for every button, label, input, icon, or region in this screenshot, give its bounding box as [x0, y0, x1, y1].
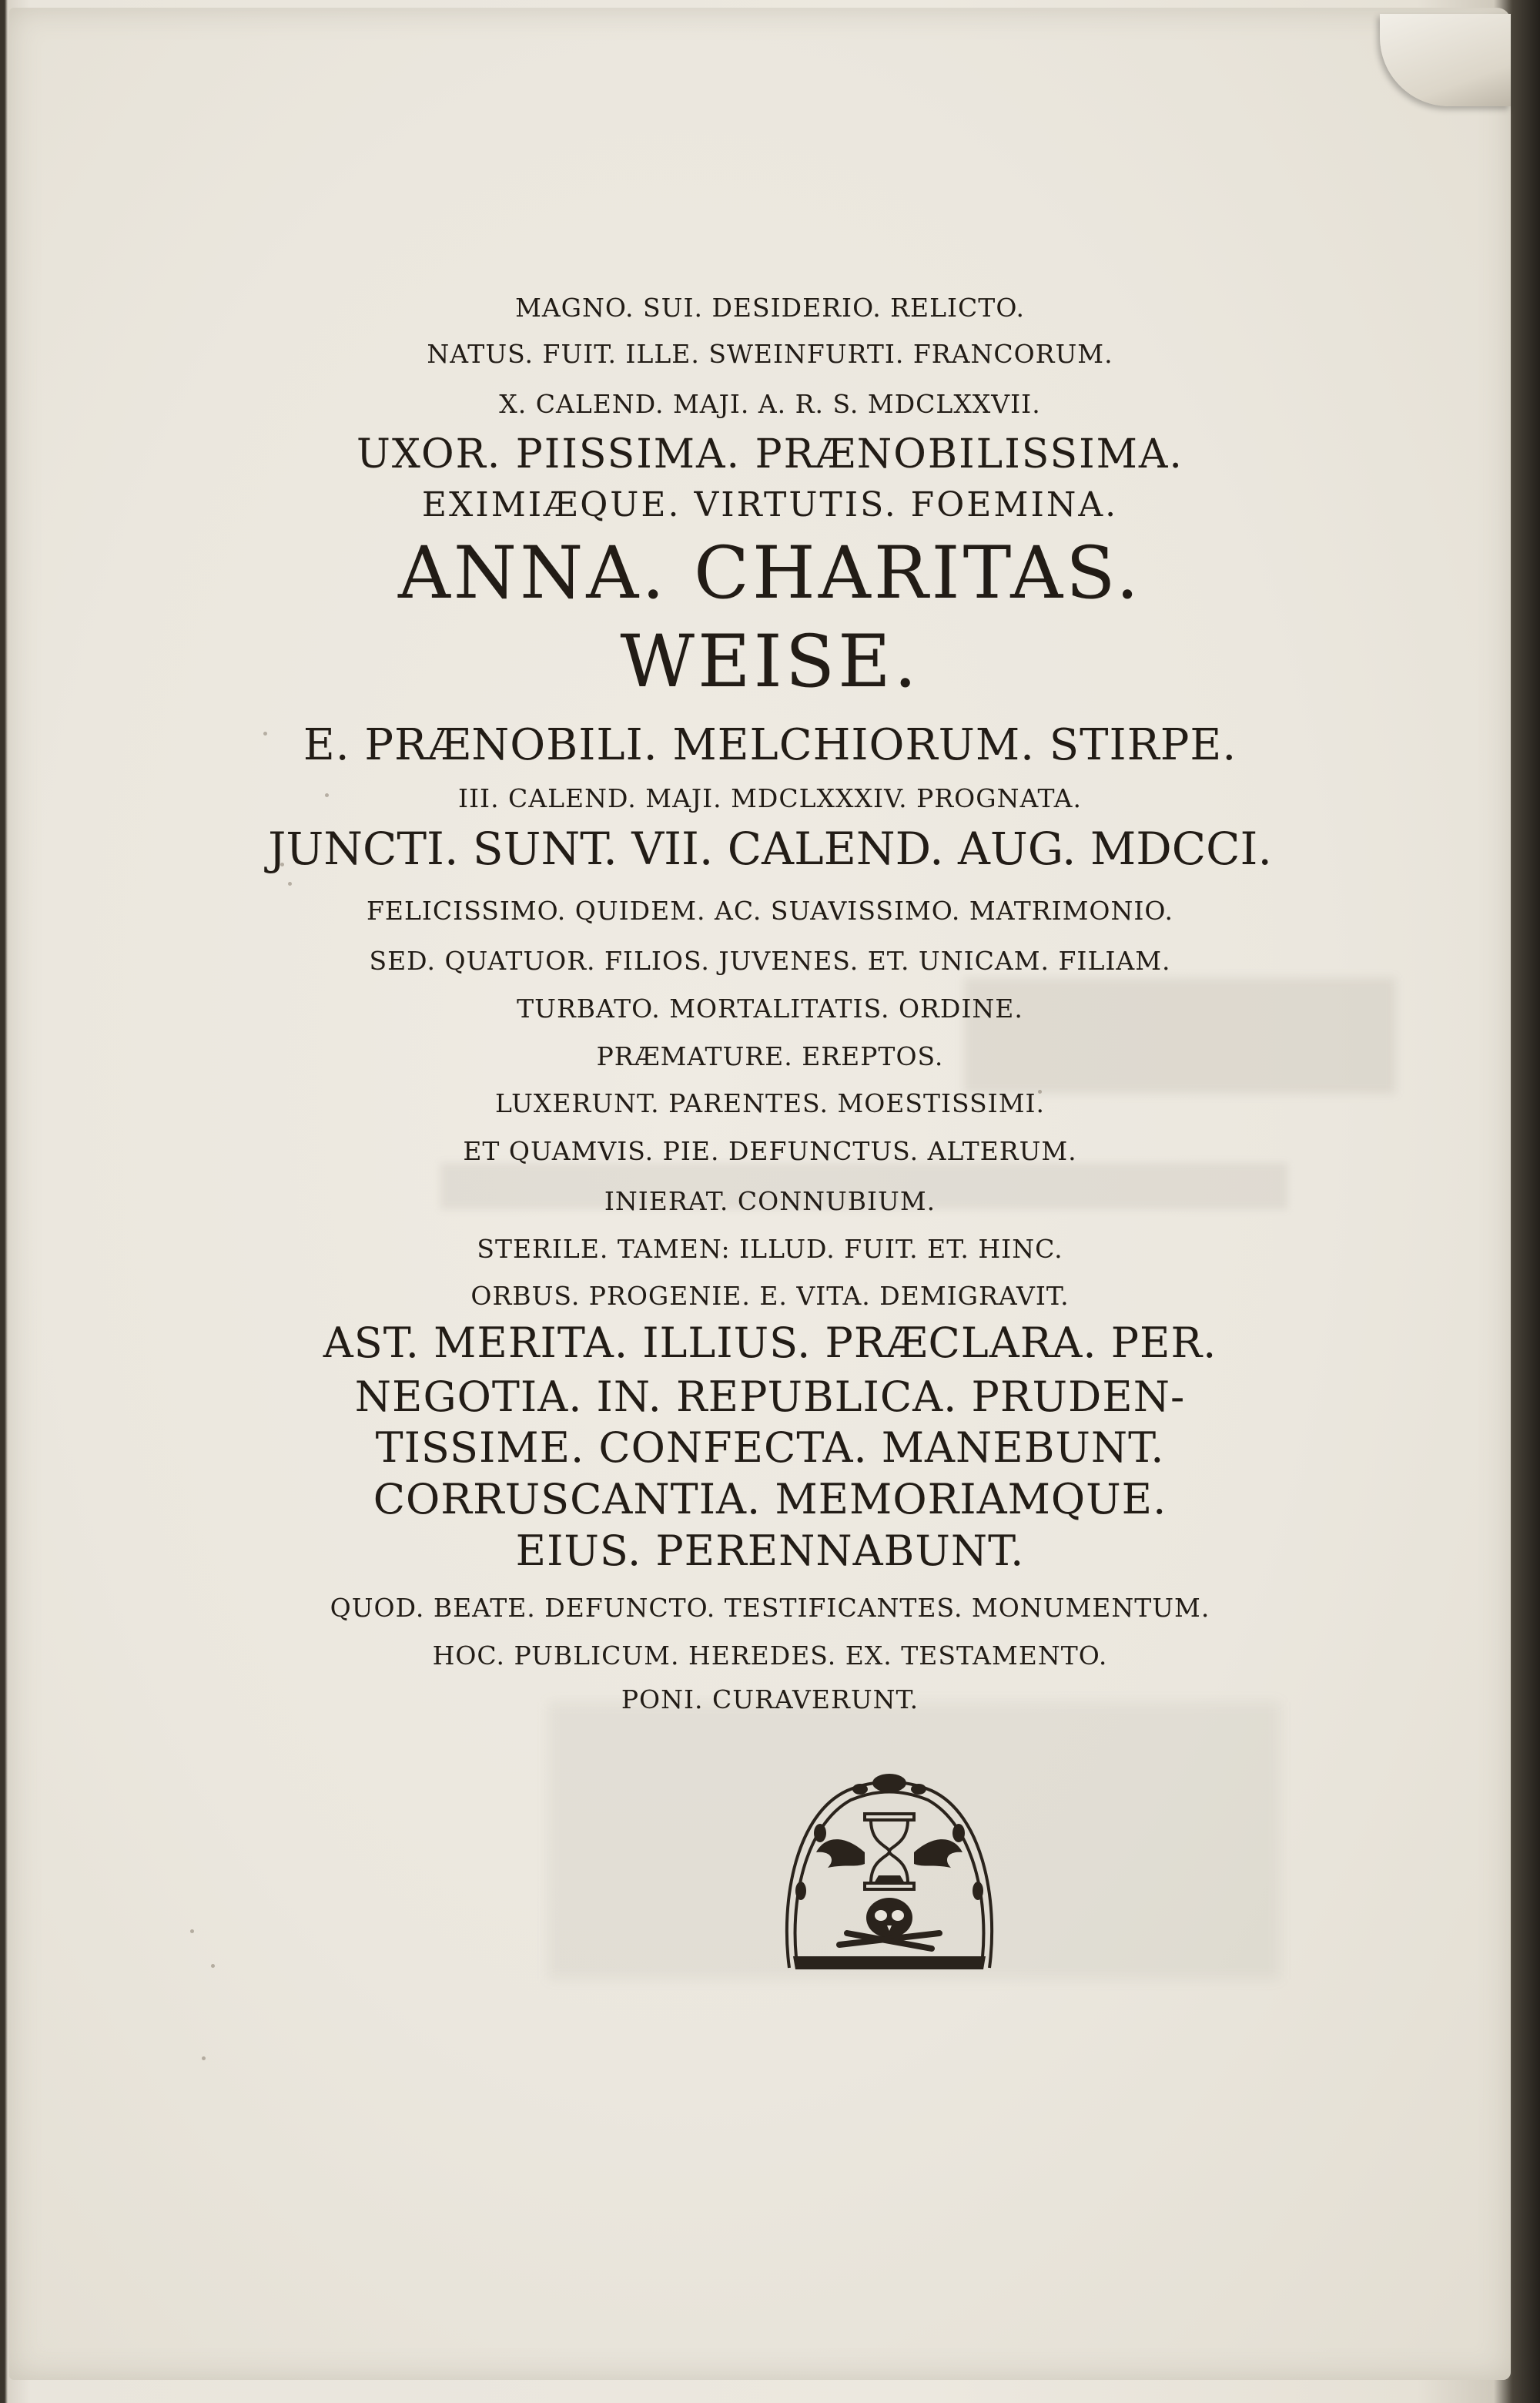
inscription-line: E. PRÆNOBILI. MELCHIORUM. STIRPE.	[303, 720, 1237, 770]
inscription-line: NEGOTIA. IN. REPUBLICA. PRUDEN-	[354, 1372, 1186, 1421]
inscription-line: LUXERUNT. PARENTES. MOESTISSIMI.	[494, 1088, 1046, 1118]
inscription-line: ET QUAMVIS. PIE. DEFUNCTUS. ALTERUM.	[463, 1136, 1077, 1166]
inscription-line: MAGNO. SUI. DESIDERIO. RELICTO.	[515, 293, 1025, 323]
inscription-line: ORBUS. PROGENIE. E. VITA. DEMIGRAVIT.	[470, 1281, 1070, 1311]
inscription-line: JUNCTI. SUNT. VII. CALEND. AUG. MDCCI.	[268, 823, 1272, 875]
inscription-line: TISSIME. CONFECTA. MANEBUNT.	[375, 1423, 1165, 1472]
inscription-name: WEISE.	[620, 620, 920, 704]
inscription-line: PONI. CURAVERUNT.	[621, 1684, 919, 1714]
inscription-line: X. CALEND. MAJI. A. R. S. MDCLXXVII.	[499, 389, 1041, 419]
inscription-line: PRÆMATURE. EREPTOS.	[596, 1041, 944, 1071]
inscription-line: FELICISSIMO. QUIDEM. AC. SUAVISSIMO. MATRIMONIO.	[367, 896, 1173, 926]
hourglass-skull-vignette-icon	[774, 1760, 1005, 1976]
inscription-line: HOC. PUBLICUM. HEREDES. EX. TESTAMENTO.	[432, 1641, 1108, 1671]
inscription-line: CORRUSCANTIA. MEMORIAMQUE.	[373, 1475, 1167, 1523]
inscription-line: SED. QUATUOR. FILIOS. JUVENES. ET. UNICAM. FILIAM.	[369, 946, 1171, 976]
inscription-line: UXOR. PIISSIMA. PRÆNOBILISSIMA.	[357, 431, 1183, 478]
inscription-line: STERILE. TAMEN: ILLUD. FUIT. ET. HINC.	[477, 1234, 1063, 1264]
inscription-line: EIUS. PERENNABUNT.	[515, 1527, 1025, 1575]
inscription-line: AST. MERITA. ILLIUS. PRÆCLARA. PER.	[323, 1319, 1217, 1367]
inscription-line: TURBATO. MORTALITATIS. ORDINE.	[517, 994, 1023, 1024]
inscription-line: INIERAT. CONNUBIUM.	[604, 1186, 936, 1216]
inscription-name: ANNA. CHARITAS.	[397, 531, 1143, 615]
inscription-line: EXIMIÆQUE. VIRTUTIS. FOEMINA.	[421, 485, 1119, 525]
inscription-line: QUOD. BEATE. DEFUNCTO. TESTIFICANTES. MONUMENTUM.	[330, 1593, 1210, 1623]
inscription-line: NATUS. FUIT. ILLE. SWEINFURTI. FRANCORUM.	[427, 339, 1113, 369]
inscription-line: III. CALEND. MAJI. MDCLXXXIV. PROGNATA.	[457, 783, 1083, 813]
